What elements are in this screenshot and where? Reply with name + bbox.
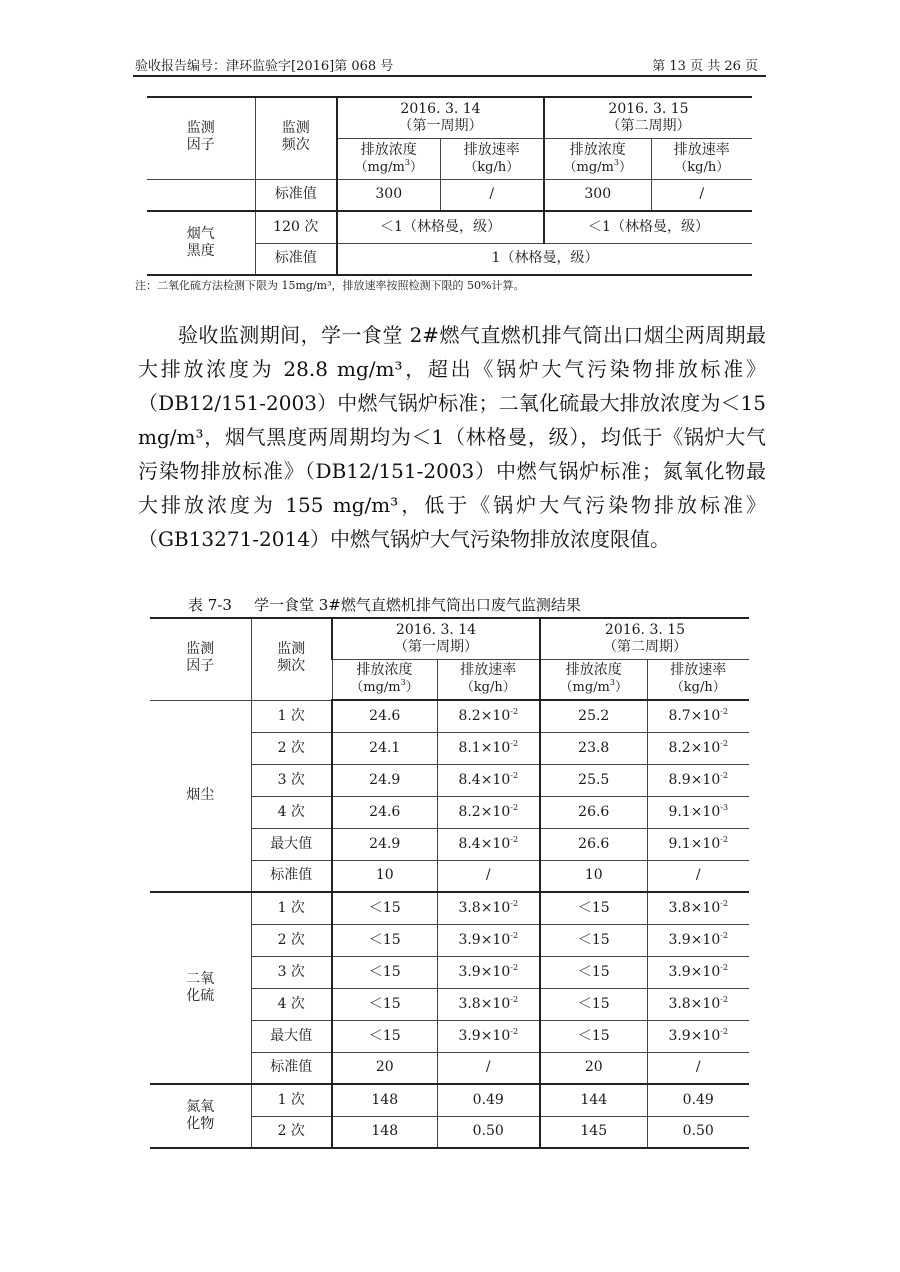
value-cell: ＜15 bbox=[332, 988, 437, 1020]
value-cell: / bbox=[647, 1052, 749, 1084]
value-cell: / bbox=[437, 860, 540, 892]
value-cell: $8.2\times 10^{-2}$ bbox=[647, 732, 749, 764]
value-cell: $3.9\times 10^{-2}$ bbox=[437, 956, 540, 988]
table-row bbox=[150, 892, 749, 924]
header-period-2 bbox=[544, 97, 752, 138]
value-cell: 145 bbox=[540, 1116, 647, 1148]
header-concentration bbox=[332, 659, 437, 700]
value-cell: $3.9\times 10^{-2}$ bbox=[647, 956, 749, 988]
rate-label: 排放速率 bbox=[673, 141, 730, 158]
period-2-date: 2016. 3. 15 bbox=[608, 100, 689, 117]
value-cell: $3.8\times 10^{-2}$ bbox=[647, 892, 749, 924]
table-row bbox=[150, 700, 749, 732]
table-body bbox=[150, 700, 749, 1148]
value-cell: $8.2\times 10^{-2}$ bbox=[437, 796, 540, 828]
header-concentration bbox=[337, 138, 440, 179]
header-period-2 bbox=[540, 618, 749, 659]
value-cell: ＜15 bbox=[540, 892, 647, 924]
conc-unit: $(mg/m^3)$ bbox=[354, 157, 423, 175]
value-cell: $3.9\times 10^{-2}$ bbox=[437, 1020, 540, 1052]
table-row bbox=[147, 211, 752, 243]
rate-label: 排放速率 bbox=[463, 141, 520, 158]
rate-label: 排放速率 bbox=[460, 662, 517, 679]
value-cell: $9.1\times 10^{-3}$ bbox=[647, 796, 749, 828]
conc-label: 排放浓度 bbox=[356, 662, 413, 679]
conc-unit: $(mg/m^3)$ bbox=[350, 678, 419, 696]
header-factor: 监测 因子 bbox=[147, 97, 255, 179]
conc-label: 排放浓度 bbox=[360, 141, 417, 158]
period-1-date: 2016. 3. 14 bbox=[400, 100, 481, 117]
value-cell: / bbox=[437, 1052, 540, 1084]
period-1-date: 2016. 3. 14 bbox=[395, 621, 477, 638]
value-cell: ＜15 bbox=[332, 1020, 437, 1052]
conc-unit: $(mg/m^3)$ bbox=[559, 678, 628, 696]
frequency-cell: 1 次 bbox=[251, 892, 332, 924]
page-header bbox=[133, 53, 766, 77]
value-cell: / bbox=[651, 179, 752, 211]
body-paragraph bbox=[138, 318, 766, 556]
value-cell: $8.2\times 10^{-2}$ bbox=[437, 700, 540, 732]
frequency-cell: 1 次 bbox=[251, 700, 332, 732]
table-continued bbox=[147, 96, 752, 276]
value-cell: 25.5 bbox=[540, 764, 647, 796]
header-rate bbox=[437, 659, 540, 700]
table-number: 表 7-3 bbox=[188, 596, 232, 614]
header-rate bbox=[651, 138, 752, 179]
factor-cell: 氮氧 化物 bbox=[150, 1084, 251, 1148]
value-cell: ＜1（林格曼，级） bbox=[337, 211, 544, 243]
value-cell: ＜1（林格曼，级） bbox=[544, 211, 752, 243]
table-note: 注：二氧化硫方法检测下限为 15mg/m³，排放速率按照检测下限的 50%计算。 bbox=[135, 279, 525, 292]
value-cell: 26.6 bbox=[540, 796, 647, 828]
page-info: 第 13 页 共 26 页 bbox=[652, 59, 758, 74]
value-cell: 20 bbox=[540, 1052, 647, 1084]
paragraph-text: 验收监测期间，学一食堂 2#燃气直燃机排气筒出口烟尘两周期最大排放浓度为 28.8 mg/m³，超出《锅炉大气污染物排放标准》（DB12/151-2003）中燃气锅炉标准；二氧化硫最大排放浓度为＜15 mg/m³，烟气黑度两周期均为＜1（林格曼，级），均低于《锅炉大气污染物排放标准》（DB12/151-2003）中燃气锅炉标准；氮氧化物最大排放浓度为 155 mg/m³，低于《锅炉大气污染物排放标准》（GB13271-2014）中燃气锅炉大气污染物排放浓度限值。 bbox=[138, 323, 766, 551]
value-cell: $3.9\times 10^{-2}$ bbox=[437, 924, 540, 956]
rate-unit: （kg/h） bbox=[674, 159, 730, 175]
value-cell: 24.6 bbox=[332, 700, 437, 732]
frequency-cell: 最大值 bbox=[251, 1020, 332, 1052]
frequency-cell: 120 次 bbox=[255, 211, 337, 243]
header-factor: 监测 因子 bbox=[150, 618, 251, 700]
factor-cell: 烟气 黑度 bbox=[147, 211, 255, 275]
value-cell: ＜15 bbox=[540, 988, 647, 1020]
value-cell: 144 bbox=[540, 1084, 647, 1116]
period-2-date: 2016. 3. 15 bbox=[604, 621, 686, 638]
value-cell-merged: 1（林格曼，级） bbox=[337, 243, 752, 275]
value-cell: 0.50 bbox=[437, 1116, 540, 1148]
frequency-cell: 2 次 bbox=[251, 924, 332, 956]
factor-empty bbox=[147, 179, 255, 211]
value-cell: $3.9\times 10^{-2}$ bbox=[647, 924, 749, 956]
value-cell: 10 bbox=[332, 860, 437, 892]
value-cell: ＜15 bbox=[540, 924, 647, 956]
value-cell: 300 bbox=[544, 179, 651, 211]
value-cell: 0.49 bbox=[647, 1084, 749, 1116]
table-row bbox=[147, 179, 752, 211]
header-frequency: 监测 频次 bbox=[255, 97, 337, 179]
conc-unit: $(mg/m^3)$ bbox=[563, 157, 632, 175]
conc-label: 排放浓度 bbox=[565, 662, 622, 679]
value-cell: 10 bbox=[540, 860, 647, 892]
value-cell: 23.8 bbox=[540, 732, 647, 764]
header-period-1 bbox=[337, 97, 544, 138]
header-period-1 bbox=[332, 618, 540, 659]
rate-unit: （kg/h） bbox=[460, 680, 516, 696]
value-cell: 20 bbox=[332, 1052, 437, 1084]
value-cell: $3.8\times 10^{-2}$ bbox=[437, 892, 540, 924]
table-7-3 bbox=[150, 617, 749, 1149]
report-number: 验收报告编号：津环监验字[2016]第 068 号 bbox=[135, 59, 394, 74]
header-frequency: 监测 频次 bbox=[251, 618, 332, 700]
value-cell: ＜15 bbox=[332, 892, 437, 924]
value-cell: ＜15 bbox=[540, 956, 647, 988]
value-cell: 300 bbox=[337, 179, 440, 211]
frequency-cell: 标准值 bbox=[251, 860, 332, 892]
header-rate bbox=[440, 138, 544, 179]
period-1-label: （第一周期） bbox=[394, 638, 478, 655]
table-title: 学一食堂 3#燃气直燃机排气筒出口废气监测结果 bbox=[253, 596, 581, 614]
rate-label: 排放速率 bbox=[670, 662, 727, 679]
frequency-cell: 3 次 bbox=[251, 956, 332, 988]
period-1-label: （第一周期） bbox=[398, 117, 483, 134]
conc-label: 排放浓度 bbox=[569, 141, 626, 158]
value-cell: / bbox=[647, 860, 749, 892]
header-rate bbox=[647, 659, 749, 700]
frequency-cell: 4 次 bbox=[251, 988, 332, 1020]
period-2-label: （第二周期） bbox=[606, 117, 691, 134]
value-cell: ＜15 bbox=[332, 924, 437, 956]
frequency-cell: 标准值 bbox=[255, 179, 337, 211]
value-cell: 0.49 bbox=[437, 1084, 540, 1116]
table-row bbox=[150, 1084, 749, 1116]
value-cell: $3.9\times 10^{-2}$ bbox=[647, 1020, 749, 1052]
period-2-label: （第二周期） bbox=[603, 638, 687, 655]
header-concentration bbox=[540, 659, 647, 700]
rate-unit: （kg/h） bbox=[464, 159, 520, 175]
table-caption bbox=[188, 594, 581, 615]
frequency-cell: 2 次 bbox=[251, 1116, 332, 1148]
value-cell: 24.9 bbox=[332, 764, 437, 796]
value-cell: $3.8\times 10^{-2}$ bbox=[437, 988, 540, 1020]
value-cell: 24.1 bbox=[332, 732, 437, 764]
value-cell: $8.4\times 10^{-2}$ bbox=[437, 828, 540, 860]
value-cell: 0.50 bbox=[647, 1116, 749, 1148]
frequency-cell: 2 次 bbox=[251, 732, 332, 764]
frequency-cell: 4 次 bbox=[251, 796, 332, 828]
value-cell: $8.4\times 10^{-2}$ bbox=[437, 764, 540, 796]
value-cell: 148 bbox=[332, 1116, 437, 1148]
value-cell: ＜15 bbox=[540, 1020, 647, 1052]
value-cell: 26.6 bbox=[540, 828, 647, 860]
rate-unit: （kg/h） bbox=[670, 680, 726, 696]
value-cell: 24.6 bbox=[332, 796, 437, 828]
factor-cell: 二氧 化硫 bbox=[150, 892, 251, 1084]
value-cell: $8.1\times 10^{-2}$ bbox=[437, 732, 540, 764]
value-cell: 25.2 bbox=[540, 700, 647, 732]
factor-cell: 烟尘 bbox=[150, 700, 251, 892]
frequency-cell: 最大值 bbox=[251, 828, 332, 860]
value-cell: 148 bbox=[332, 1084, 437, 1116]
header-concentration bbox=[544, 138, 651, 179]
value-cell: $9.1\times 10^{-2}$ bbox=[647, 828, 749, 860]
frequency-cell: 3 次 bbox=[251, 764, 332, 796]
frequency-cell: 1 次 bbox=[251, 1084, 332, 1116]
value-cell: $8.7\times 10^{-2}$ bbox=[647, 700, 749, 732]
frequency-cell: 标准值 bbox=[255, 243, 337, 275]
value-cell: 24.9 bbox=[332, 828, 437, 860]
frequency-cell: 标准值 bbox=[251, 1052, 332, 1084]
value-cell: $3.8\times 10^{-2}$ bbox=[647, 988, 749, 1020]
value-cell: $8.9\times 10^{-2}$ bbox=[647, 764, 749, 796]
value-cell: / bbox=[440, 179, 544, 211]
value-cell: ＜15 bbox=[332, 956, 437, 988]
